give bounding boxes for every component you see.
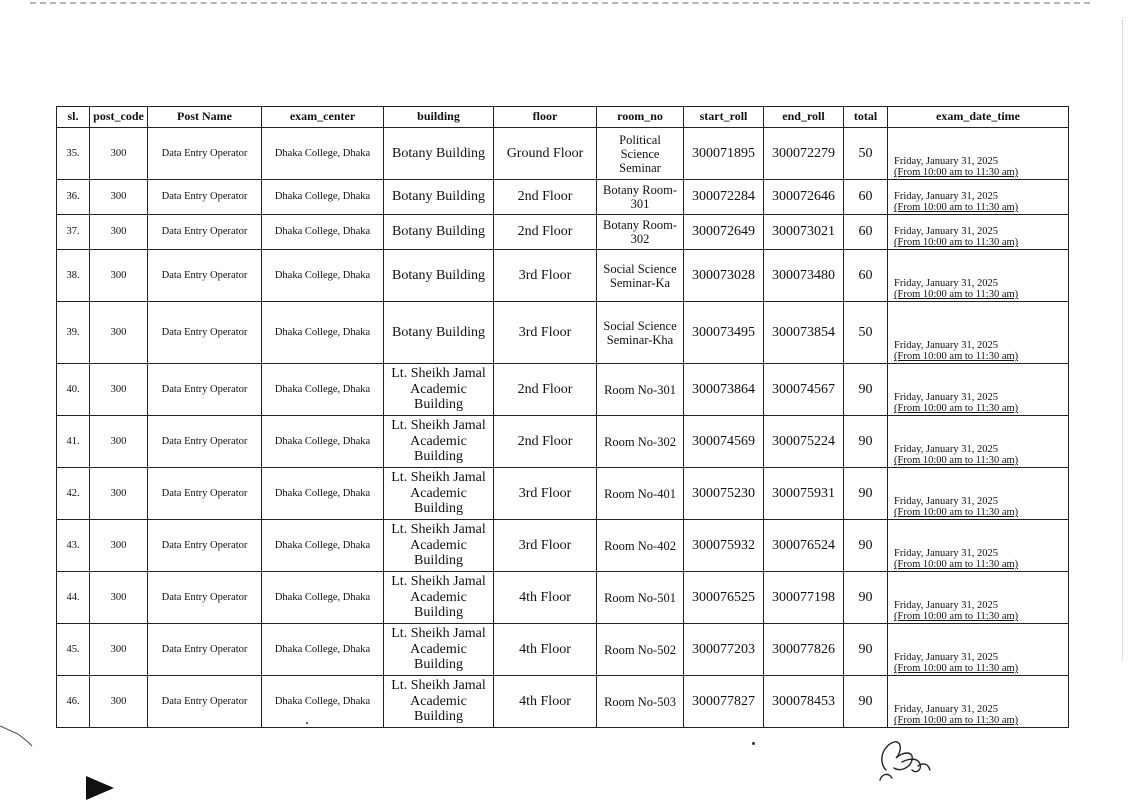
cell-post-name: Data Entry Operator — [148, 676, 262, 728]
cell-exam-date-time — [888, 250, 1069, 302]
header-exam-date-time: exam_date_time — [888, 107, 1069, 128]
cell-floor: 2nd Floor — [494, 364, 597, 416]
exam-date: Friday, January 31, 2025 — [894, 391, 999, 403]
cell-exam-center: Dhaka College, Dhaka — [262, 624, 384, 676]
cell-sl: 43. — [57, 520, 90, 572]
cell-post-name: Data Entry Operator — [148, 468, 262, 520]
cell-start-roll: 300075230 — [684, 468, 764, 520]
cell-total: 50 — [844, 302, 888, 364]
table-row — [57, 180, 1069, 215]
cell-exam-center: Dhaka College, Dhaka — [262, 250, 384, 302]
cell-post-code: 300 — [90, 520, 148, 572]
header-total: total — [844, 107, 888, 128]
cell-building: Lt. Sheikh Jamal Academic Building — [384, 468, 494, 520]
header-floor: floor — [494, 107, 597, 128]
table-row — [57, 302, 1069, 364]
cell-sl: 38. — [57, 250, 90, 302]
cell-start-roll: 300076525 — [684, 572, 764, 624]
cell-post-name: Data Entry Operator — [148, 250, 262, 302]
exam-seat-plan-table — [56, 106, 1069, 728]
cell-total: 90 — [844, 364, 888, 416]
exam-date: Friday, January 31, 2025 — [894, 190, 999, 202]
cell-post-name: Data Entry Operator — [148, 302, 262, 364]
cell-end-roll: 300072279 — [764, 128, 844, 180]
cell-room-no: Room No-302 — [597, 416, 684, 468]
cell-exam-center: Dhaka College, Dhaka — [262, 676, 384, 728]
exam-time: (From 10:00 am to 11:30 am) — [894, 289, 1019, 301]
cell-post-code: 300 — [90, 364, 148, 416]
cell-exam-date-time — [888, 520, 1069, 572]
exam-date: Friday, January 31, 2025 — [894, 339, 999, 351]
cell-post-code: 300 — [90, 302, 148, 364]
cell-end-roll: 300077198 — [764, 572, 844, 624]
header-sl: sl. — [57, 107, 90, 128]
cell-floor: 3rd Floor — [494, 302, 597, 364]
cell-total: 60 — [844, 180, 888, 215]
cell-room-no: Room No-503 — [597, 676, 684, 728]
cell-start-roll: 300073028 — [684, 250, 764, 302]
cell-room-no: Political Science Seminar — [597, 128, 684, 180]
cell-total: 90 — [844, 676, 888, 728]
cell-total: 90 — [844, 416, 888, 468]
header-building: building — [384, 107, 494, 128]
cell-exam-date-time — [888, 215, 1069, 250]
table-row — [57, 416, 1069, 468]
cell-building: Lt. Sheikh Jamal Academic Building — [384, 364, 494, 416]
cell-start-roll: 300077827 — [684, 676, 764, 728]
cell-exam-center: Dhaka College, Dhaka — [262, 302, 384, 364]
cell-total: 90 — [844, 468, 888, 520]
cell-post-code: 300 — [90, 250, 148, 302]
cell-total: 60 — [844, 250, 888, 302]
cell-post-name: Data Entry Operator — [148, 572, 262, 624]
cell-end-roll: 300073480 — [764, 250, 844, 302]
exam-time: (From 10:00 am to 11:30 am) — [894, 403, 1019, 415]
cell-sl: 46. — [57, 676, 90, 728]
cell-building: Botany Building — [384, 302, 494, 364]
cell-start-roll: 300074569 — [684, 416, 764, 468]
cell-exam-date-time — [888, 180, 1069, 215]
cell-exam-date-time — [888, 468, 1069, 520]
cell-floor: 4th Floor — [494, 572, 597, 624]
cell-end-roll: 300074567 — [764, 364, 844, 416]
cell-room-no: Social Science Seminar-Ka — [597, 250, 684, 302]
cell-post-code: 300 — [90, 215, 148, 250]
scan-corner-artifact — [0, 722, 60, 752]
cell-start-roll: 300072284 — [684, 180, 764, 215]
table-row — [57, 520, 1069, 572]
cell-end-roll: 300077826 — [764, 624, 844, 676]
cell-building: Botany Building — [384, 128, 494, 180]
cell-building: Lt. Sheikh Jamal Academic Building — [384, 676, 494, 728]
cell-end-roll: 300072646 — [764, 180, 844, 215]
table-row — [57, 250, 1069, 302]
cell-exam-center: Dhaka College, Dhaka — [262, 364, 384, 416]
exam-time: (From 10:00 am to 11:30 am) — [894, 715, 1019, 727]
cell-post-name: Data Entry Operator — [148, 416, 262, 468]
cell-post-name: Data Entry Operator — [148, 520, 262, 572]
header-room-no: room_no — [597, 107, 684, 128]
exam-date: Friday, January 31, 2025 — [894, 703, 999, 715]
cell-sl: 39. — [57, 302, 90, 364]
cell-exam-date-time — [888, 572, 1069, 624]
handwritten-signature — [872, 728, 942, 784]
cell-floor: 3rd Floor — [494, 250, 597, 302]
exam-date: Friday, January 31, 2025 — [894, 443, 999, 455]
cell-post-name: Data Entry Operator — [148, 215, 262, 250]
table-row — [57, 128, 1069, 180]
cell-building: Lt. Sheikh Jamal Academic Building — [384, 624, 494, 676]
cell-total: 60 — [844, 215, 888, 250]
cell-end-roll: 300078453 — [764, 676, 844, 728]
cell-end-roll: 300075224 — [764, 416, 844, 468]
table-row — [57, 364, 1069, 416]
header-post-name: Post Name — [148, 107, 262, 128]
cell-start-roll: 300071895 — [684, 128, 764, 180]
cell-exam-date-time — [888, 128, 1069, 180]
exam-date: Friday, January 31, 2025 — [894, 495, 999, 507]
cell-sl: 45. — [57, 624, 90, 676]
cell-exam-center: Dhaka College, Dhaka — [262, 416, 384, 468]
cell-floor: 2nd Floor — [494, 215, 597, 250]
table-row — [57, 624, 1069, 676]
exam-time: (From 10:00 am to 11:30 am) — [894, 167, 1019, 179]
cell-total: 90 — [844, 572, 888, 624]
cell-building: Lt. Sheikh Jamal Academic Building — [384, 416, 494, 468]
exam-date: Friday, January 31, 2025 — [894, 651, 999, 663]
cell-total: 50 — [844, 128, 888, 180]
cell-start-roll: 300075932 — [684, 520, 764, 572]
cell-start-roll: 300073864 — [684, 364, 764, 416]
cell-room-no: Botany Room- 302 — [597, 215, 684, 250]
table-row — [57, 215, 1069, 250]
cell-post-code: 300 — [90, 468, 148, 520]
cell-floor: 3rd Floor — [494, 520, 597, 572]
exam-time: (From 10:00 am to 11:30 am) — [894, 455, 1019, 467]
cell-sl: 42. — [57, 468, 90, 520]
cell-exam-center: Dhaka College, Dhaka — [262, 520, 384, 572]
cell-building: Botany Building — [384, 180, 494, 215]
cell-post-name: Data Entry Operator — [148, 128, 262, 180]
header-exam-center: exam_center — [262, 107, 384, 128]
cell-post-code: 300 — [90, 128, 148, 180]
cell-post-code: 300 — [90, 416, 148, 468]
cell-end-roll: 300073854 — [764, 302, 844, 364]
cell-building: Botany Building — [384, 250, 494, 302]
cell-room-no: Room No-402 — [597, 520, 684, 572]
cell-sl: 41. — [57, 416, 90, 468]
cell-end-roll: 300075931 — [764, 468, 844, 520]
cell-sl: 35. — [57, 128, 90, 180]
exam-time: (From 10:00 am to 11:30 am) — [894, 351, 1019, 363]
cell-end-roll: 300073021 — [764, 215, 844, 250]
cell-sl: 36. — [57, 180, 90, 215]
speck — [752, 742, 755, 745]
cell-post-code: 300 — [90, 624, 148, 676]
cell-room-no: Room No-401 — [597, 468, 684, 520]
table-row — [57, 468, 1069, 520]
cell-post-code: 300 — [90, 676, 148, 728]
cell-sl: 37. — [57, 215, 90, 250]
cell-exam-date-time — [888, 676, 1069, 728]
cell-building: Lt. Sheikh Jamal Academic Building — [384, 520, 494, 572]
cell-exam-date-time — [888, 416, 1069, 468]
cell-exam-date-time — [888, 624, 1069, 676]
scan-arrow-artifact — [86, 770, 126, 800]
cell-start-roll: 300077203 — [684, 624, 764, 676]
cell-exam-center: Dhaka College, Dhaka — [262, 180, 384, 215]
cell-start-roll: 300073495 — [684, 302, 764, 364]
cell-room-no: Social Science Seminar-Kha — [597, 302, 684, 364]
cell-floor: 4th Floor — [494, 624, 597, 676]
speck — [306, 722, 308, 724]
cell-total: 90 — [844, 624, 888, 676]
exam-time: (From 10:00 am to 11:30 am) — [894, 663, 1019, 675]
exam-date: Friday, January 31, 2025 — [894, 547, 999, 559]
exam-date: Friday, January 31, 2025 — [894, 277, 999, 289]
exam-time: (From 10:00 am to 11:30 am) — [894, 507, 1019, 519]
cell-post-name: Data Entry Operator — [148, 624, 262, 676]
cell-exam-center: Dhaka College, Dhaka — [262, 215, 384, 250]
cell-exam-center: Dhaka College, Dhaka — [262, 468, 384, 520]
table-header-row — [57, 107, 1069, 128]
exam-date: Friday, January 31, 2025 — [894, 155, 999, 167]
cell-floor: Ground Floor — [494, 128, 597, 180]
scan-side-artifact — [1122, 20, 1125, 660]
cell-post-name: Data Entry Operator — [148, 364, 262, 416]
cell-start-roll: 300072649 — [684, 215, 764, 250]
exam-time: (From 10:00 am to 11:30 am) — [894, 202, 1019, 214]
exam-date: Friday, January 31, 2025 — [894, 225, 999, 237]
header-start-roll: start_roll — [684, 107, 764, 128]
cell-room-no: Room No-501 — [597, 572, 684, 624]
cell-exam-date-time — [888, 302, 1069, 364]
cell-room-no: Room No-301 — [597, 364, 684, 416]
cell-floor: 4th Floor — [494, 676, 597, 728]
cell-end-roll: 300076524 — [764, 520, 844, 572]
cell-floor: 2nd Floor — [494, 416, 597, 468]
cell-total: 90 — [844, 520, 888, 572]
cell-exam-center: Dhaka College, Dhaka — [262, 128, 384, 180]
cell-exam-center: Dhaka College, Dhaka — [262, 572, 384, 624]
table-row — [57, 572, 1069, 624]
exam-time: (From 10:00 am to 11:30 am) — [894, 611, 1019, 623]
cell-floor: 2nd Floor — [494, 180, 597, 215]
cell-room-no: Room No-502 — [597, 624, 684, 676]
cell-room-no: Botany Room- 301 — [597, 180, 684, 215]
scan-edge-artifact — [30, 2, 1090, 4]
cell-sl: 40. — [57, 364, 90, 416]
cell-sl: 44. — [57, 572, 90, 624]
exam-time: (From 10:00 am to 11:30 am) — [894, 559, 1019, 571]
table-body — [57, 128, 1069, 728]
header-end-roll: end_roll — [764, 107, 844, 128]
exam-date: Friday, January 31, 2025 — [894, 599, 999, 611]
exam-time: (From 10:00 am to 11:30 am) — [894, 237, 1019, 249]
cell-post-code: 300 — [90, 572, 148, 624]
cell-building: Lt. Sheikh Jamal Academic Building — [384, 572, 494, 624]
cell-exam-date-time — [888, 364, 1069, 416]
cell-floor: 3rd Floor — [494, 468, 597, 520]
table-row — [57, 676, 1069, 728]
cell-building: Botany Building — [384, 215, 494, 250]
cell-post-code: 300 — [90, 180, 148, 215]
cell-post-name: Data Entry Operator — [148, 180, 262, 215]
header-post-code: post_code — [90, 107, 148, 128]
